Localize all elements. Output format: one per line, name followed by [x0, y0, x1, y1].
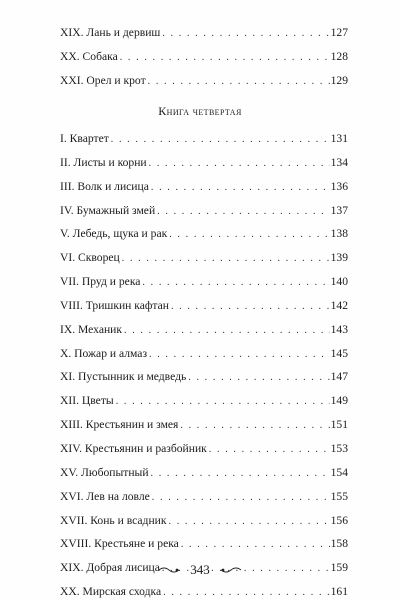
toc-entry-page: 159	[330, 561, 348, 575]
toc-entry	[60, 246, 348, 270]
toc-entry	[60, 175, 348, 199]
toc-entry-title: XX. Собака	[60, 49, 118, 63]
dot-leader	[188, 366, 329, 390]
ornament-left-icon	[158, 566, 180, 574]
toc-entry	[60, 69, 348, 93]
dot-leader	[149, 343, 330, 367]
toc-entry-page: 155	[330, 489, 348, 503]
toc-entry	[60, 270, 348, 294]
toc-entry-page: 134	[330, 155, 348, 169]
toc-entry-title: VII. Пруд и река	[60, 275, 141, 289]
dot-leader	[181, 533, 330, 557]
toc-entry-title: XI. Пустынник и медведь	[60, 370, 187, 384]
toc-entry-page: 153	[330, 441, 348, 455]
toc-entry-title: XIX. Лань и дервиш	[60, 26, 161, 39]
dot-leader	[122, 247, 330, 271]
toc-entry-page: 156	[330, 513, 348, 527]
dot-leader	[180, 414, 329, 438]
toc-entry-title: IV. Бумажный змей	[60, 203, 156, 217]
toc-entry-page: 131	[330, 132, 348, 145]
toc-entry	[60, 21, 348, 45]
dot-leader	[171, 295, 330, 319]
dot-leader	[116, 390, 330, 414]
toc-entry	[60, 485, 348, 509]
toc-entry-page: 138	[330, 227, 348, 241]
dot-leader	[151, 462, 330, 486]
toc-entry-page: 140	[330, 275, 348, 289]
dot-leader	[151, 176, 330, 200]
ornament-right-icon	[220, 566, 242, 574]
toc-entry	[60, 461, 348, 485]
toc-entry-page: 127	[330, 26, 348, 39]
dot-leader	[152, 486, 330, 510]
toc-entry-title: XVII. Конь и всадник	[60, 513, 167, 527]
toc-entry-title: II. Листы и корни	[60, 155, 147, 169]
toc-entry-page: 158	[330, 537, 348, 551]
toc-entry-title: III. Волк и лисица	[60, 179, 149, 193]
toc-entry-page: 137	[330, 203, 348, 217]
toc-entry	[60, 318, 348, 342]
toc-entry-title: XIII. Крестьянин и змея	[60, 418, 179, 432]
dot-leader	[124, 319, 330, 343]
toc-entry	[60, 532, 348, 556]
toc-entry-title: VI. Скворец	[60, 251, 120, 265]
toc-list-top	[60, 21, 348, 93]
toc-entry	[60, 365, 348, 389]
toc-entry-title: XX. Мирская сходка	[60, 585, 162, 599]
toc-entry-title: I. Квартет	[60, 132, 109, 145]
page-footer	[0, 561, 400, 579]
toc-list-bottom	[60, 127, 348, 600]
toc-entry-page: 154	[330, 465, 348, 479]
dot-leader	[209, 438, 330, 462]
toc-entry	[60, 127, 348, 151]
toc-entry	[60, 413, 348, 437]
toc-entry-title: XIX. Добрая лисица	[60, 561, 160, 575]
dot-leader	[111, 128, 330, 152]
toc-entry-title: XXI. Орел и крот	[60, 73, 146, 87]
dot-leader	[169, 510, 330, 534]
toc-entry	[60, 294, 348, 318]
toc-entry-title: XVIII. Крестьяне и река	[60, 537, 179, 551]
toc-entry-page: 142	[330, 298, 348, 312]
toc-entry-page: 139	[330, 251, 348, 265]
toc-entry-page: 143	[330, 322, 348, 336]
toc-entry-page: 149	[330, 394, 348, 408]
toc-entry	[60, 389, 348, 413]
toc-entry-page: 129	[330, 73, 348, 87]
toc-entry-title: XIV. Крестьянин и разбойник	[60, 441, 207, 455]
page-number: 343	[190, 562, 210, 578]
toc-entry-title: IX. Механик	[60, 322, 123, 336]
toc-entry-page: 136	[330, 179, 348, 193]
toc-entry	[60, 342, 348, 366]
dot-leader	[142, 271, 329, 295]
toc-entry-page: 128	[330, 49, 348, 63]
toc-entry	[60, 580, 348, 600]
dot-leader	[149, 152, 330, 176]
dot-leader	[157, 200, 329, 224]
toc-entry-page: 147	[330, 370, 348, 384]
toc-entry-title: XV. Любопытный	[60, 465, 149, 479]
toc-entry	[60, 45, 348, 69]
toc-entry	[60, 222, 348, 246]
toc-entry-title: VIII. Тришкин кафтан	[60, 298, 169, 312]
toc-entry-title: XVI. Лев на ловле	[60, 489, 150, 503]
dot-leader	[148, 70, 330, 94]
section-heading: Книга четвертая	[158, 104, 242, 118]
dot-leader	[163, 581, 329, 600]
toc-entry	[60, 437, 348, 461]
dot-leader	[169, 223, 329, 247]
toc-entry-title: V. Лебедь, щука и рак	[60, 227, 168, 241]
toc-entry-title: X. Пожар и алмаз	[60, 346, 148, 360]
toc-entry-title: XII. Цветы	[60, 394, 114, 408]
dot-leader	[120, 46, 330, 70]
toc-entry-page: 161	[330, 585, 348, 599]
toc-entry-page: 151	[330, 418, 348, 432]
toc-entry	[60, 199, 348, 223]
toc-entry	[60, 509, 348, 533]
dot-leader	[162, 22, 329, 46]
toc-entry	[60, 151, 348, 175]
toc-entry-page: 145	[330, 346, 348, 360]
